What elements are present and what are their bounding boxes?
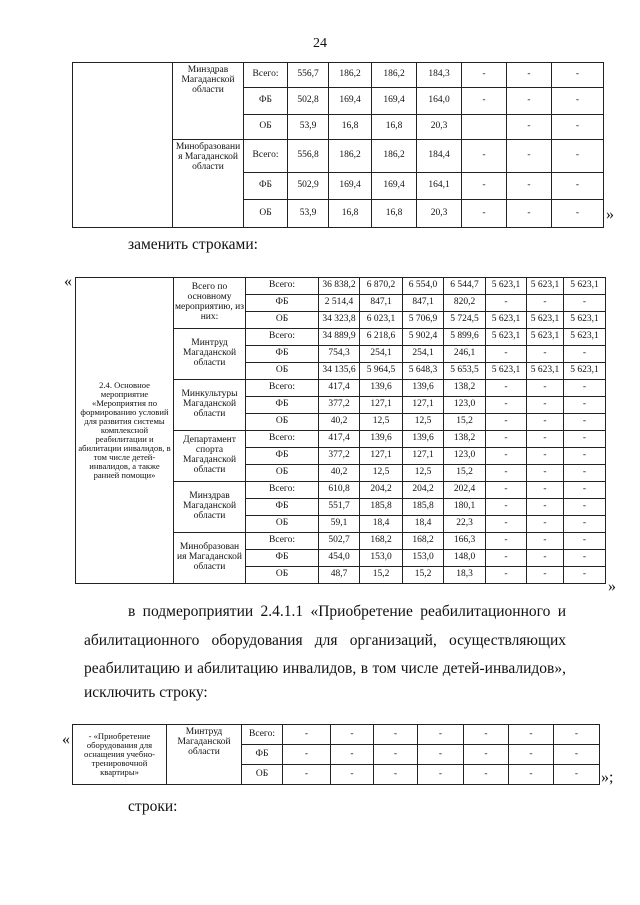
- value-cell: -: [486, 482, 527, 499]
- value-cell: 454,0: [319, 550, 360, 567]
- value-cell: 185,8: [360, 499, 403, 516]
- fund-type-cell: ОБ: [246, 567, 319, 584]
- value-cell: -: [527, 431, 564, 448]
- value-cell: 2 514,4: [319, 295, 360, 312]
- value-cell: 254,1: [403, 346, 444, 363]
- value-cell: 754,3: [319, 346, 360, 363]
- value-cell: 12,5: [403, 465, 444, 482]
- value-cell: -: [418, 745, 464, 765]
- value-cell: -: [283, 765, 331, 785]
- fund-type-cell: Всего:: [246, 482, 319, 499]
- value-cell: 53,9: [288, 200, 329, 228]
- value-cell: 186,2: [329, 140, 372, 173]
- value-cell: 139,6: [403, 431, 444, 448]
- fund-type-cell: ФБ: [246, 346, 319, 363]
- value-cell: -: [418, 725, 464, 745]
- org-cell: Департамент спорта Магаданской области: [174, 431, 246, 482]
- value-cell: 127,1: [403, 448, 444, 465]
- value-cell: 5 648,3: [403, 363, 444, 380]
- value-cell: 847,1: [360, 295, 403, 312]
- value-cell: -: [527, 516, 564, 533]
- value-cell: -: [527, 482, 564, 499]
- value-cell: -: [552, 115, 604, 140]
- value-cell: 138,2: [444, 380, 486, 397]
- value-cell: -: [509, 745, 554, 765]
- value-cell: 5 623,1: [564, 312, 606, 329]
- value-cell: -: [564, 448, 606, 465]
- value-cell: -: [462, 140, 507, 173]
- value-cell: 5 623,1: [486, 278, 527, 295]
- fund-type-cell: ОБ: [246, 363, 319, 380]
- table-row: [73, 63, 604, 88]
- org-cell: Минздрав Магаданской области: [173, 63, 244, 140]
- opening-quote-3: «: [62, 731, 70, 748]
- value-cell: 139,6: [360, 380, 403, 397]
- fund-type-cell: ФБ: [246, 550, 319, 567]
- value-cell: 153,0: [403, 550, 444, 567]
- value-cell: 5 623,1: [564, 329, 606, 346]
- value-cell: 556,8: [288, 140, 329, 173]
- value-cell: 610,8: [319, 482, 360, 499]
- org-cell: Минкультуры Магаданской области: [174, 380, 246, 431]
- table-row: [76, 278, 606, 295]
- value-cell: 127,1: [360, 448, 403, 465]
- value-cell: 5 964,5: [360, 363, 403, 380]
- value-cell: 169,4: [329, 88, 372, 115]
- value-cell: 5 623,1: [486, 312, 527, 329]
- value-cell: 139,6: [403, 380, 444, 397]
- value-cell: 5 706,9: [403, 312, 444, 329]
- value-cell: 5 623,1: [527, 278, 564, 295]
- opening-quote-2: «: [64, 273, 72, 290]
- fund-type-cell: ОБ: [246, 516, 319, 533]
- value-cell: 153,0: [360, 550, 403, 567]
- fund-type-cell: ФБ: [244, 88, 288, 115]
- fund-type-cell: Всего:: [246, 278, 319, 295]
- value-cell: 139,6: [360, 431, 403, 448]
- value-cell: 16,8: [372, 115, 417, 140]
- closing-quote-1: »: [606, 206, 614, 223]
- value-cell: 5 623,1: [527, 312, 564, 329]
- fund-type-cell: Всего:: [246, 380, 319, 397]
- value-cell: 34 135,6: [319, 363, 360, 380]
- value-cell: -: [462, 63, 507, 88]
- closing-quote-2: »: [608, 578, 616, 595]
- value-cell: 186,2: [372, 140, 417, 173]
- value-cell: 20,3: [417, 115, 462, 140]
- table-1: [72, 62, 604, 228]
- value-cell: -: [564, 533, 606, 550]
- value-cell: 12,5: [360, 465, 403, 482]
- value-cell: -: [486, 414, 527, 431]
- value-cell: 5 653,5: [444, 363, 486, 380]
- value-cell: -: [527, 295, 564, 312]
- value-cell: 6 544,7: [444, 278, 486, 295]
- value-cell: -: [486, 431, 527, 448]
- value-cell: 847,1: [403, 295, 444, 312]
- value-cell: -: [564, 550, 606, 567]
- value-cell: -: [527, 346, 564, 363]
- fund-type-cell: ОБ: [246, 414, 319, 431]
- value-cell: -: [509, 725, 554, 745]
- value-cell: 168,2: [360, 533, 403, 550]
- value-cell: 6 023,1: [360, 312, 403, 329]
- value-cell: -: [462, 200, 507, 228]
- fund-type-cell: ФБ: [246, 397, 319, 414]
- value-cell: 184,4: [417, 140, 462, 173]
- value-cell: -: [486, 465, 527, 482]
- value-cell: -: [331, 765, 374, 785]
- value-cell: -: [527, 499, 564, 516]
- value-cell: -: [331, 725, 374, 745]
- value-cell: 15,2: [360, 567, 403, 584]
- org-cell: Всего по основному мероприятию, из них:: [174, 278, 246, 329]
- value-cell: -: [554, 745, 600, 765]
- value-cell: 148,0: [444, 550, 486, 567]
- paragraph-line-3: реабилитацию и абилитацию инвалидов, в том числе детей-инвалидов»,: [84, 660, 566, 677]
- value-cell: 184,3: [417, 63, 462, 88]
- paragraph-line-2: абилитационного оборудования для организаций, осуществляющих: [84, 632, 566, 649]
- fund-type-cell: Всего:: [246, 431, 319, 448]
- fund-type-cell: ФБ: [242, 745, 283, 765]
- table-row: [73, 725, 600, 745]
- value-cell: 168,2: [403, 533, 444, 550]
- value-cell: -: [564, 414, 606, 431]
- value-cell: -: [527, 414, 564, 431]
- value-cell: 36 838,2: [319, 278, 360, 295]
- value-cell: 186,2: [372, 63, 417, 88]
- value-cell: -: [462, 173, 507, 200]
- value-cell: 15,2: [403, 567, 444, 584]
- value-cell: 5 623,1: [564, 363, 606, 380]
- value-cell: -: [527, 550, 564, 567]
- fund-type-cell: ОБ: [244, 200, 288, 228]
- value-cell: -: [374, 745, 418, 765]
- value-cell: -: [486, 499, 527, 516]
- value-cell: -: [552, 200, 604, 228]
- value-cell: 20,3: [417, 200, 462, 228]
- blank-cell: [73, 63, 173, 228]
- value-cell: 169,4: [329, 173, 372, 200]
- value-cell: -: [464, 745, 509, 765]
- value-cell: -: [564, 516, 606, 533]
- value-cell: 180,1: [444, 499, 486, 516]
- value-cell: 15,2: [444, 414, 486, 431]
- value-cell: -: [509, 765, 554, 785]
- value-cell: 204,2: [360, 482, 403, 499]
- value-cell: 6 218,6: [360, 329, 403, 346]
- value-cell: 6 870,2: [360, 278, 403, 295]
- value-cell: 185,8: [403, 499, 444, 516]
- table-2: [75, 277, 606, 584]
- fund-type-cell: ФБ: [246, 499, 319, 516]
- value-cell: 123,0: [444, 397, 486, 414]
- value-cell: 16,8: [329, 200, 372, 228]
- value-cell: 18,3: [444, 567, 486, 584]
- value-cell: -: [486, 295, 527, 312]
- paragraph-line-4: исключить строку:: [84, 684, 208, 701]
- fund-type-cell: ОБ: [246, 312, 319, 329]
- value-cell: -: [486, 516, 527, 533]
- value-cell: 186,2: [329, 63, 372, 88]
- value-cell: 5 623,1: [486, 363, 527, 380]
- value-cell: 5 899,6: [444, 329, 486, 346]
- fund-type-cell: Всего:: [242, 725, 283, 745]
- fund-type-cell: Всего:: [246, 533, 319, 550]
- value-cell: -: [564, 499, 606, 516]
- value-cell: 417,4: [319, 380, 360, 397]
- value-cell: 5 724,5: [444, 312, 486, 329]
- value-cell: 12,5: [403, 414, 444, 431]
- value-cell: 377,2: [319, 448, 360, 465]
- value-cell: -: [527, 380, 564, 397]
- value-cell: [462, 115, 507, 140]
- value-cell: -: [552, 173, 604, 200]
- value-cell: -: [486, 380, 527, 397]
- value-cell: 169,4: [372, 88, 417, 115]
- description-cell: - «Приобретение оборудования для оснащения учебно-тренировочной квартиры»: [73, 725, 167, 785]
- paragraph-line-1: в подмероприятии 2.4.1.1 «Приобретение реабилитационного и: [128, 603, 566, 620]
- value-cell: -: [564, 465, 606, 482]
- value-cell: -: [554, 725, 600, 745]
- value-cell: 164,0: [417, 88, 462, 115]
- value-cell: -: [527, 465, 564, 482]
- value-cell: 40,2: [319, 414, 360, 431]
- table-3: [72, 724, 600, 785]
- value-cell: -: [527, 448, 564, 465]
- value-cell: -: [564, 295, 606, 312]
- value-cell: 5 623,1: [486, 329, 527, 346]
- value-cell: -: [283, 745, 331, 765]
- org-cell: Минобразовани я Магаданской области: [173, 140, 244, 228]
- fund-type-cell: Всего:: [244, 63, 288, 88]
- value-cell: 5 623,1: [527, 329, 564, 346]
- value-cell: 556,7: [288, 63, 329, 88]
- value-cell: -: [374, 765, 418, 785]
- value-cell: -: [552, 88, 604, 115]
- value-cell: 820,2: [444, 295, 486, 312]
- value-cell: -: [418, 765, 464, 785]
- fund-type-cell: Всего:: [246, 329, 319, 346]
- value-cell: -: [507, 140, 552, 173]
- org-cell: Минтруд Магаданской области: [167, 725, 242, 785]
- value-cell: -: [564, 482, 606, 499]
- value-cell: 202,4: [444, 482, 486, 499]
- value-cell: 5 623,1: [564, 278, 606, 295]
- value-cell: 5 623,1: [527, 363, 564, 380]
- value-cell: -: [527, 533, 564, 550]
- value-cell: -: [464, 765, 509, 785]
- value-cell: -: [283, 725, 331, 745]
- value-cell: -: [507, 63, 552, 88]
- value-cell: 48,7: [319, 567, 360, 584]
- value-cell: 502,8: [288, 88, 329, 115]
- value-cell: 15,2: [444, 465, 486, 482]
- value-cell: 502,9: [288, 173, 329, 200]
- fund-type-cell: ФБ: [246, 448, 319, 465]
- value-cell: 166,3: [444, 533, 486, 550]
- value-cell: 138,2: [444, 431, 486, 448]
- value-cell: 53,9: [288, 115, 329, 140]
- value-cell: 6 554,0: [403, 278, 444, 295]
- value-cell: -: [486, 397, 527, 414]
- value-cell: -: [331, 745, 374, 765]
- value-cell: 59,1: [319, 516, 360, 533]
- fund-type-cell: ОБ: [246, 465, 319, 482]
- value-cell: 5 902,4: [403, 329, 444, 346]
- value-cell: -: [564, 567, 606, 584]
- value-cell: -: [486, 567, 527, 584]
- value-cell: -: [486, 550, 527, 567]
- value-cell: 40,2: [319, 465, 360, 482]
- value-cell: -: [564, 397, 606, 414]
- value-cell: 502,7: [319, 533, 360, 550]
- value-cell: -: [464, 725, 509, 745]
- fund-type-cell: ОБ: [244, 115, 288, 140]
- value-cell: 16,8: [329, 115, 372, 140]
- value-cell: 18,4: [360, 516, 403, 533]
- value-cell: -: [486, 448, 527, 465]
- value-cell: -: [527, 567, 564, 584]
- value-cell: -: [507, 115, 552, 140]
- value-cell: -: [486, 346, 527, 363]
- value-cell: 254,1: [360, 346, 403, 363]
- value-cell: 12,5: [360, 414, 403, 431]
- replace-text: заменить строками:: [128, 236, 258, 253]
- value-cell: -: [527, 397, 564, 414]
- value-cell: 204,2: [403, 482, 444, 499]
- value-cell: 22,3: [444, 516, 486, 533]
- value-cell: -: [552, 63, 604, 88]
- value-cell: 123,0: [444, 448, 486, 465]
- fund-type-cell: ФБ: [246, 295, 319, 312]
- value-cell: -: [564, 431, 606, 448]
- value-cell: -: [374, 725, 418, 745]
- org-cell: Минтруд Магаданской области: [174, 329, 246, 380]
- value-cell: 16,8: [372, 200, 417, 228]
- value-cell: -: [486, 533, 527, 550]
- value-cell: 18,4: [403, 516, 444, 533]
- value-cell: -: [507, 200, 552, 228]
- value-cell: 169,4: [372, 173, 417, 200]
- value-cell: -: [462, 88, 507, 115]
- fund-type-cell: ФБ: [244, 173, 288, 200]
- value-cell: 417,4: [319, 431, 360, 448]
- value-cell: -: [564, 380, 606, 397]
- value-cell: 377,2: [319, 397, 360, 414]
- value-cell: 127,1: [403, 397, 444, 414]
- page-number: 24: [313, 36, 327, 51]
- lines-text: строки:: [128, 798, 178, 815]
- value-cell: 34 889,9: [319, 329, 360, 346]
- value-cell: 551,7: [319, 499, 360, 516]
- org-cell: Минздрав Магаданской области: [174, 482, 246, 533]
- value-cell: -: [507, 173, 552, 200]
- value-cell: 246,1: [444, 346, 486, 363]
- closing-quote-3: »;: [601, 769, 614, 786]
- value-cell: 127,1: [360, 397, 403, 414]
- value-cell: -: [552, 140, 604, 173]
- value-cell: 34 323,8: [319, 312, 360, 329]
- fund-type-cell: Всего:: [244, 140, 288, 173]
- fund-type-cell: ОБ: [242, 765, 283, 785]
- org-cell: Минобразован ия Магаданской области: [174, 533, 246, 584]
- value-cell: 164,1: [417, 173, 462, 200]
- value-cell: -: [564, 346, 606, 363]
- value-cell: -: [554, 765, 600, 785]
- description-cell: 2.4. Основное мероприятие «Мероприятия по формированию условий для развития системы комплексной реабилитации и абилитации инвалидов, в том числе детей-инвалидов, а также ранней помощи»: [76, 278, 174, 584]
- value-cell: -: [507, 88, 552, 115]
